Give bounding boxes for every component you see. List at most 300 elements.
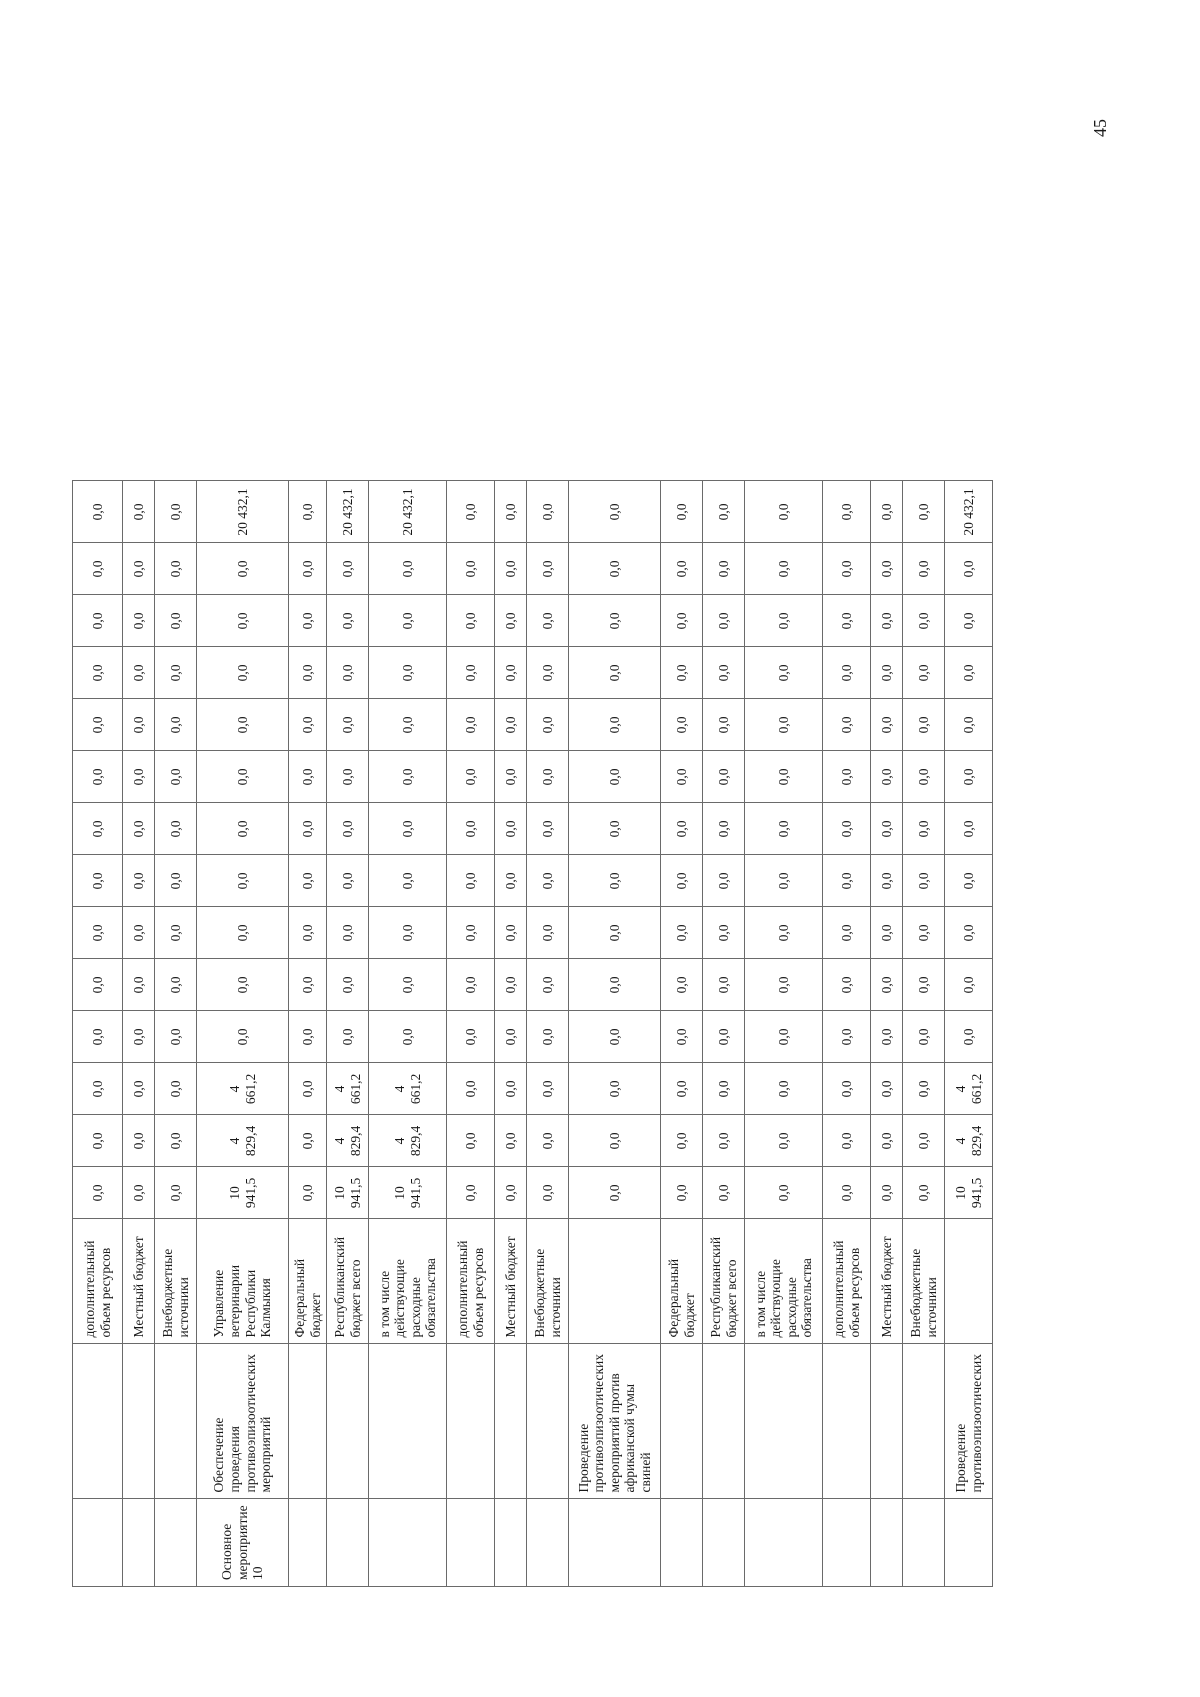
cell-value: 0,0 (703, 855, 745, 907)
cell-value: 0,0 (903, 595, 945, 647)
cell-value: 0,0 (73, 699, 123, 751)
cell-value: 10 941,5 (369, 1167, 447, 1219)
cell-value: 0,0 (123, 543, 155, 595)
cell-value: 0,0 (73, 647, 123, 699)
cell-value: 0,0 (823, 699, 871, 751)
cell-value: 0,0 (823, 1063, 871, 1115)
cell-value: 0,0 (823, 1115, 871, 1167)
cell-value: 10 941,5 (945, 1167, 993, 1219)
cell-value: 0,0 (197, 543, 289, 595)
cell-value: 0,0 (447, 803, 495, 855)
cell-value: 0,0 (123, 907, 155, 959)
cell-value: 0,0 (527, 751, 569, 803)
cell-value: 0,0 (289, 1063, 327, 1115)
cell-value: 0,0 (495, 1011, 527, 1063)
cell-value: 4 829,4 (369, 1115, 447, 1167)
cell-value: 0,0 (823, 751, 871, 803)
cell-value: 0,0 (73, 907, 123, 959)
cell-value: 0,0 (703, 751, 745, 803)
cell-activity-number (871, 1499, 903, 1587)
cell-value: 0,0 (871, 543, 903, 595)
cell-value: 0,0 (123, 1063, 155, 1115)
cell-value: 0,0 (447, 647, 495, 699)
cell-value: 0,0 (903, 907, 945, 959)
cell-value: 0,0 (155, 595, 197, 647)
cell-activity-number (823, 1499, 871, 1587)
cell-value: 0,0 (661, 543, 703, 595)
cell-value: 0,0 (327, 855, 369, 907)
cell-value: 0,0 (823, 595, 871, 647)
cell-value: 0,0 (527, 543, 569, 595)
cell-value: 4 829,4 (197, 1115, 289, 1167)
cell-value: 0,0 (903, 543, 945, 595)
cell-value: 4 829,4 (945, 1115, 993, 1167)
cell-value: 0,0 (703, 595, 745, 647)
cell-value: 0,0 (123, 959, 155, 1011)
cell-value: 0,0 (289, 1167, 327, 1219)
cell-funding-source: Внебюджетные источники (903, 1219, 945, 1344)
cell-value: 0,0 (661, 699, 703, 751)
cell-value: 0,0 (703, 481, 745, 543)
cell-value: 0,0 (569, 1063, 661, 1115)
cell-value: 0,0 (703, 803, 745, 855)
cell-value: 0,0 (155, 855, 197, 907)
cell-value: 0,0 (569, 647, 661, 699)
cell-activity-number (447, 1499, 495, 1587)
cell-value: 0,0 (327, 595, 369, 647)
cell-value: 0,0 (123, 751, 155, 803)
cell-value: 0,0 (661, 1167, 703, 1219)
cell-value: 0,0 (703, 647, 745, 699)
cell-value: 0,0 (823, 1011, 871, 1063)
cell-value: 0,0 (661, 803, 703, 855)
cell-value: 0,0 (703, 1063, 745, 1115)
cell-activity-number (155, 1499, 197, 1587)
cell-value: 0,0 (945, 855, 993, 907)
cell-value: 0,0 (661, 481, 703, 543)
page-number: 45 (1090, 119, 1110, 137)
cell-value: 0,0 (703, 1167, 745, 1219)
cell-value: 0,0 (155, 543, 197, 595)
cell-value: 0,0 (197, 803, 289, 855)
cell-value: 20 432,1 (197, 481, 289, 543)
cell-value: 0,0 (123, 481, 155, 543)
cell-value: 0,0 (745, 855, 823, 907)
cell-value: 0,0 (369, 907, 447, 959)
cell-value: 0,0 (495, 647, 527, 699)
cell-value: 0,0 (527, 595, 569, 647)
cell-activity-number (495, 1499, 527, 1587)
cell-value: 0,0 (73, 1011, 123, 1063)
cell-value: 0,0 (823, 481, 871, 543)
cell-value: 0,0 (661, 959, 703, 1011)
table-row (871, 481, 903, 1587)
cell-value: 0,0 (745, 959, 823, 1011)
cell-value: 0,0 (871, 751, 903, 803)
cell-value: 0,0 (123, 803, 155, 855)
cell-value: 0,0 (945, 907, 993, 959)
cell-value: 0,0 (745, 1011, 823, 1063)
cell-value: 0,0 (527, 1011, 569, 1063)
cell-activity-name (871, 1344, 903, 1499)
cell-activity-name (495, 1344, 527, 1499)
cell-value: 0,0 (289, 543, 327, 595)
cell-value: 0,0 (327, 751, 369, 803)
cell-value: 0,0 (73, 481, 123, 543)
cell-value: 0,0 (661, 751, 703, 803)
table-row (123, 481, 155, 1587)
cell-activity-number (661, 1499, 703, 1587)
cell-funding-source (569, 1219, 661, 1344)
cell-value: 0,0 (123, 1115, 155, 1167)
cell-value: 0,0 (197, 855, 289, 907)
cell-funding-source: Внебюджетные источники (527, 1219, 569, 1344)
cell-value: 0,0 (123, 1167, 155, 1219)
cell-value: 0,0 (327, 543, 369, 595)
cell-value: 0,0 (745, 907, 823, 959)
cell-value: 0,0 (527, 1167, 569, 1219)
cell-value: 0,0 (197, 699, 289, 751)
cell-funding-source: Местный бюджет (495, 1219, 527, 1344)
cell-value: 0,0 (703, 1115, 745, 1167)
cell-value: 0,0 (327, 699, 369, 751)
cell-activity-number (123, 1499, 155, 1587)
cell-value: 4 829,4 (327, 1115, 369, 1167)
cell-activity-name (703, 1344, 745, 1499)
cell-value: 0,0 (527, 647, 569, 699)
cell-activity-number (327, 1499, 369, 1587)
cell-value: 0,0 (527, 1063, 569, 1115)
cell-activity-name: Проведение противоэпизоотических (945, 1344, 993, 1499)
cell-value: 0,0 (871, 1011, 903, 1063)
cell-value: 0,0 (569, 751, 661, 803)
cell-value: 0,0 (495, 1115, 527, 1167)
cell-value: 0,0 (661, 595, 703, 647)
cell-value: 0,0 (289, 907, 327, 959)
table-row (447, 481, 495, 1587)
cell-activity-name (903, 1344, 945, 1499)
cell-value: 0,0 (871, 1115, 903, 1167)
cell-value: 0,0 (661, 647, 703, 699)
cell-value: 0,0 (73, 803, 123, 855)
cell-value: 0,0 (745, 1063, 823, 1115)
cell-value: 0,0 (123, 1011, 155, 1063)
cell-value: 0,0 (569, 543, 661, 595)
cell-value: 0,0 (289, 481, 327, 543)
cell-value: 0,0 (155, 907, 197, 959)
cell-activity-name: Проведение противоэпизоотических мероприятий против африканской чумы свиней (569, 1344, 661, 1499)
cell-value: 0,0 (823, 803, 871, 855)
cell-value: 0,0 (495, 481, 527, 543)
cell-value: 0,0 (871, 855, 903, 907)
cell-value: 0,0 (823, 855, 871, 907)
cell-value: 4 661,2 (327, 1063, 369, 1115)
cell-activity-name (823, 1344, 871, 1499)
budget-table (72, 480, 993, 1587)
cell-value: 0,0 (73, 751, 123, 803)
cell-activity-number (527, 1499, 569, 1587)
cell-value: 0,0 (903, 699, 945, 751)
cell-value: 0,0 (155, 751, 197, 803)
cell-activity-number (289, 1499, 327, 1587)
cell-funding-source: дополнительный объем ресурсов (447, 1219, 495, 1344)
cell-funding-source: дополнительный объем ресурсов (823, 1219, 871, 1344)
cell-value: 0,0 (871, 959, 903, 1011)
table-row (527, 481, 569, 1587)
cell-activity-name (155, 1344, 197, 1499)
cell-value: 0,0 (327, 907, 369, 959)
cell-value: 0,0 (155, 699, 197, 751)
cell-value: 0,0 (447, 907, 495, 959)
cell-value: 0,0 (447, 1063, 495, 1115)
cell-value: 0,0 (123, 647, 155, 699)
cell-value: 0,0 (945, 959, 993, 1011)
cell-value: 0,0 (369, 699, 447, 751)
cell-activity-name (327, 1344, 369, 1499)
cell-value: 0,0 (495, 1063, 527, 1115)
cell-value: 0,0 (661, 1115, 703, 1167)
cell-value: 0,0 (569, 959, 661, 1011)
cell-funding-source: Управление ветеринарии Республики Калмыкия (197, 1219, 289, 1344)
cell-value: 0,0 (871, 907, 903, 959)
cell-value: 0,0 (289, 647, 327, 699)
cell-value: 0,0 (73, 595, 123, 647)
cell-value: 0,0 (527, 1115, 569, 1167)
cell-value: 0,0 (123, 699, 155, 751)
cell-value: 0,0 (447, 1167, 495, 1219)
cell-value: 0,0 (73, 1115, 123, 1167)
cell-value: 0,0 (527, 959, 569, 1011)
cell-value: 0,0 (703, 1011, 745, 1063)
cell-value: 0,0 (871, 803, 903, 855)
cell-value: 0,0 (745, 751, 823, 803)
cell-value: 0,0 (569, 855, 661, 907)
cell-value: 0,0 (527, 907, 569, 959)
cell-activity-number (703, 1499, 745, 1587)
cell-value: 0,0 (495, 595, 527, 647)
cell-value: 20 432,1 (945, 481, 993, 543)
cell-value: 20 432,1 (369, 481, 447, 543)
cell-funding-source: Местный бюджет (871, 1219, 903, 1344)
cell-activity-name (661, 1344, 703, 1499)
cell-value: 0,0 (569, 1011, 661, 1063)
cell-value: 0,0 (289, 595, 327, 647)
cell-value: 0,0 (823, 907, 871, 959)
cell-value: 0,0 (745, 481, 823, 543)
cell-value: 10 941,5 (197, 1167, 289, 1219)
cell-value: 0,0 (155, 1115, 197, 1167)
cell-value: 0,0 (447, 699, 495, 751)
cell-value: 0,0 (903, 751, 945, 803)
cell-value: 0,0 (155, 647, 197, 699)
cell-value: 0,0 (289, 855, 327, 907)
cell-value: 0,0 (155, 481, 197, 543)
cell-funding-source: Федеральный бюджет (661, 1219, 703, 1344)
cell-value: 0,0 (871, 699, 903, 751)
cell-value: 0,0 (73, 1167, 123, 1219)
cell-value: 0,0 (327, 959, 369, 1011)
cell-value: 0,0 (447, 959, 495, 1011)
cell-value: 0,0 (155, 959, 197, 1011)
table-row (155, 481, 197, 1587)
cell-activity-name (369, 1344, 447, 1499)
cell-value: 0,0 (155, 803, 197, 855)
cell-value: 0,0 (327, 647, 369, 699)
cell-value: 0,0 (903, 1063, 945, 1115)
cell-value: 0,0 (447, 543, 495, 595)
cell-value: 0,0 (369, 647, 447, 699)
cell-value: 0,0 (945, 751, 993, 803)
cell-value: 0,0 (745, 595, 823, 647)
cell-activity-number (569, 1499, 661, 1587)
cell-value: 0,0 (155, 1167, 197, 1219)
cell-value: 0,0 (903, 647, 945, 699)
cell-activity-number (745, 1499, 823, 1587)
cell-value: 0,0 (661, 1063, 703, 1115)
cell-value: 0,0 (197, 751, 289, 803)
cell-value: 0,0 (289, 751, 327, 803)
table-row (745, 481, 823, 1587)
cell-value: 0,0 (369, 959, 447, 1011)
cell-funding-source: в том числе действующие расходные обязательства (745, 1219, 823, 1344)
cell-value: 0,0 (289, 803, 327, 855)
cell-value: 0,0 (197, 647, 289, 699)
cell-value: 0,0 (945, 1011, 993, 1063)
cell-value: 0,0 (745, 543, 823, 595)
cell-value: 0,0 (569, 595, 661, 647)
cell-value: 0,0 (289, 959, 327, 1011)
cell-value: 0,0 (495, 803, 527, 855)
cell-value: 0,0 (197, 595, 289, 647)
cell-activity-name: Обеспечение проведения противоэпизоотических мероприятий (197, 1344, 289, 1499)
cell-activity-name (447, 1344, 495, 1499)
cell-activity-number (945, 1499, 993, 1587)
cell-value: 0,0 (903, 959, 945, 1011)
cell-value: 0,0 (197, 1011, 289, 1063)
cell-value: 0,0 (745, 803, 823, 855)
cell-value: 0,0 (327, 1011, 369, 1063)
table-row (703, 481, 745, 1587)
cell-value: 0,0 (823, 959, 871, 1011)
cell-value: 0,0 (823, 543, 871, 595)
cell-activity-number (369, 1499, 447, 1587)
cell-value: 4 661,2 (945, 1063, 993, 1115)
table-row (369, 481, 447, 1587)
cell-value: 0,0 (945, 543, 993, 595)
table-row (903, 481, 945, 1587)
cell-value: 0,0 (903, 1011, 945, 1063)
cell-value: 4 661,2 (197, 1063, 289, 1115)
cell-value: 0,0 (871, 595, 903, 647)
cell-value: 0,0 (569, 1115, 661, 1167)
cell-value: 0,0 (369, 1011, 447, 1063)
cell-value: 0,0 (495, 699, 527, 751)
cell-value: 0,0 (745, 647, 823, 699)
cell-value: 0,0 (73, 959, 123, 1011)
cell-value: 0,0 (703, 959, 745, 1011)
table-row (197, 481, 289, 1587)
table-row (569, 481, 661, 1587)
cell-value: 0,0 (569, 803, 661, 855)
cell-value: 0,0 (73, 855, 123, 907)
cell-value: 0,0 (903, 481, 945, 543)
cell-value: 0,0 (447, 855, 495, 907)
cell-value: 0,0 (703, 699, 745, 751)
cell-value: 0,0 (495, 751, 527, 803)
cell-value: 0,0 (495, 1167, 527, 1219)
cell-value: 0,0 (569, 907, 661, 959)
cell-value: 0,0 (569, 699, 661, 751)
cell-value: 0,0 (661, 855, 703, 907)
cell-value: 0,0 (495, 543, 527, 595)
cell-value: 0,0 (703, 907, 745, 959)
cell-activity-name (73, 1344, 123, 1499)
cell-value: 0,0 (447, 751, 495, 803)
cell-value: 0,0 (903, 855, 945, 907)
cell-value: 0,0 (903, 803, 945, 855)
cell-value: 0,0 (569, 1167, 661, 1219)
cell-value: 0,0 (871, 1063, 903, 1115)
cell-value: 0,0 (289, 1011, 327, 1063)
table-row (661, 481, 703, 1587)
cell-value: 0,0 (945, 699, 993, 751)
cell-value: 4 661,2 (369, 1063, 447, 1115)
cell-value: 0,0 (73, 1063, 123, 1115)
cell-value: 0,0 (73, 543, 123, 595)
cell-funding-source: дополнительный объем ресурсов (73, 1219, 123, 1344)
cell-value: 0,0 (369, 803, 447, 855)
cell-value: 0,0 (495, 907, 527, 959)
cell-value: 0,0 (569, 481, 661, 543)
cell-activity-name (289, 1344, 327, 1499)
cell-value: 0,0 (369, 855, 447, 907)
cell-value: 0,0 (527, 699, 569, 751)
cell-value: 0,0 (289, 699, 327, 751)
cell-value: 0,0 (123, 855, 155, 907)
cell-funding-source: Республиканский бюджет всего (327, 1219, 369, 1344)
table-row (73, 481, 123, 1587)
cell-activity-name (527, 1344, 569, 1499)
cell-funding-source: Федеральный бюджет (289, 1219, 327, 1344)
table-row (495, 481, 527, 1587)
cell-value: 0,0 (447, 481, 495, 543)
cell-value: 0,0 (945, 803, 993, 855)
cell-value: 20 432,1 (327, 481, 369, 543)
cell-value: 0,0 (661, 1011, 703, 1063)
cell-value: 0,0 (197, 907, 289, 959)
cell-value: 0,0 (447, 1115, 495, 1167)
cell-value: 0,0 (703, 543, 745, 595)
cell-activity-number (73, 1499, 123, 1587)
cell-value: 0,0 (871, 1167, 903, 1219)
cell-funding-source (945, 1219, 993, 1344)
cell-value: 0,0 (871, 481, 903, 543)
cell-value: 0,0 (745, 699, 823, 751)
cell-value: 0,0 (369, 751, 447, 803)
cell-funding-source: в том числе действующие расходные обязательства (369, 1219, 447, 1344)
cell-funding-source: Внебюджетные источники (155, 1219, 197, 1344)
cell-value: 0,0 (447, 595, 495, 647)
cell-value: 0,0 (197, 959, 289, 1011)
cell-value: 10 941,5 (327, 1167, 369, 1219)
cell-funding-source: Республиканский бюджет всего (703, 1219, 745, 1344)
cell-value: 0,0 (527, 481, 569, 543)
table-row (289, 481, 327, 1587)
cell-value: 0,0 (945, 595, 993, 647)
cell-value: 0,0 (945, 647, 993, 699)
cell-activity-name (123, 1344, 155, 1499)
cell-activity-number (903, 1499, 945, 1587)
